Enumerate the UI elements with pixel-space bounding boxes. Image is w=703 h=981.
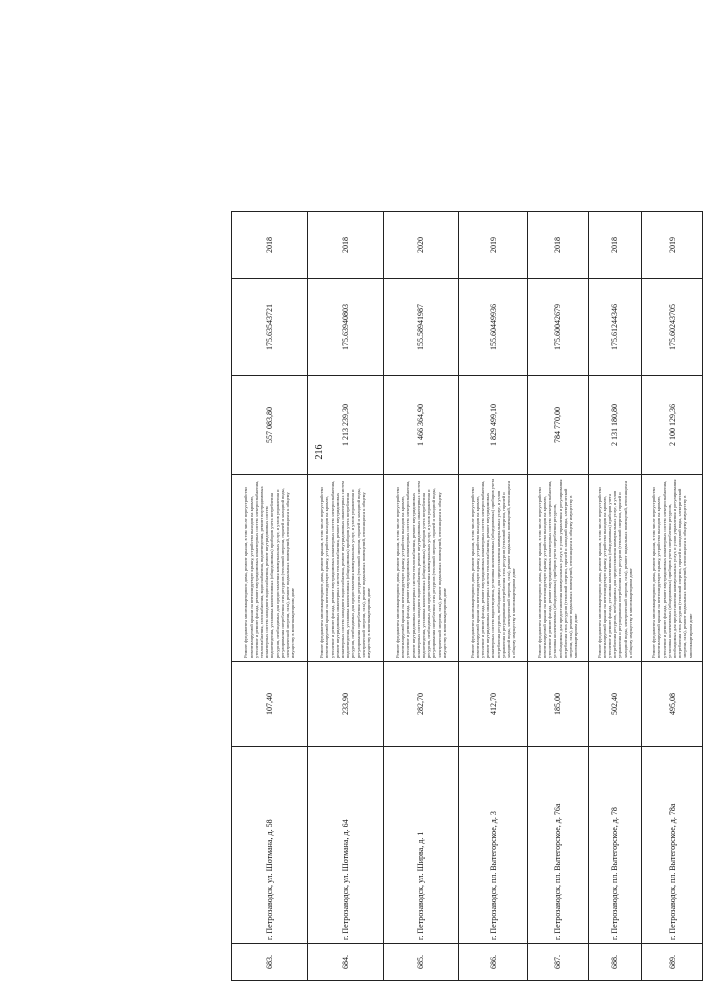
table-row [459, 212, 527, 981]
table-body [232, 212, 703, 981]
row-number-cell: 689. [642, 944, 703, 981]
area-cell: 412,70 [459, 662, 527, 747]
works-cell [232, 475, 308, 662]
area-cell: 495,08 [642, 662, 703, 747]
year-cell: 2019 [459, 212, 527, 279]
cost-cell: 1 213 239,30 [307, 376, 383, 475]
works-cell [459, 475, 527, 662]
object-id-cell: 175.60042679 [527, 279, 588, 376]
year-cell: 2018 [307, 212, 383, 279]
works-cell [383, 475, 459, 662]
works-cell [642, 475, 703, 662]
works-cell [307, 475, 383, 662]
works-description: Ремонт фундамента многоквартирного дома, ремонт крыши, в том числе переустройство невентилируемой крыши на вентилируемую крышу, устройство выходов на кровлю, утепление и ремонт фасада, ремонт внутридомовых инженерных систем электроснабжения, ремонт внутридомовых инженерных систем теплоснабжения, ремонт внутридомовых инженерных систем холодного водоснабжения, ремонт внутридомовых инженерных систем водоотведения, установка коллективных (общедомовых) приборов учета потребления ресурсов, необходимых для предоставления коммунальных услуг, и узлов управления и регулирования потребления этих ресурсов (тепловой энергии, горячей и холодной воды, электрической энергии, газа), ремонт подвальных помещений, относящихся к общему имуществу в многоквартирном доме [394, 480, 447, 658]
table-row [642, 212, 703, 981]
address-cell: г. Петрозаводск, пл. Вытегорское, д. 78 [588, 747, 641, 944]
area-cell: 502,40 [588, 662, 641, 747]
object-id-cell: 155.60449936 [459, 279, 527, 376]
cost-cell: 784 770,00 [527, 376, 588, 475]
address-cell: г. Петрозаводск, ул. Шотмана, д. 64 [307, 747, 383, 944]
row-number-cell: 684. [307, 944, 383, 981]
table-row [383, 212, 459, 981]
area-cell: 185,00 [527, 662, 588, 747]
table-row [588, 212, 641, 981]
row-number-cell: 688. [588, 944, 641, 981]
address-cell: г. Петрозаводск, пл. Вытегорское, д. 76а [527, 747, 588, 944]
year-cell: 2020 [383, 212, 459, 279]
cost-cell: 2 100 129,36 [642, 376, 703, 475]
cost-cell: 1 829 499,10 [459, 376, 527, 475]
area-cell: 282,70 [383, 662, 459, 747]
works-description: Ремонт фундамента многоквартирного дома, ремонт крыши, в том числе переустройство невентилируемой крыши на вентилируемую крышу, устройство выходов на кровлю, утепление и ремонт фасада, ремонт внутридомовых инженерных систем электроснабжения, установка коллективных (общедомовых) приборов учета потребления ресурсов, необходимых для предоставления коммунальных услуг, и узлов управления и регулирования потребления этих ресурсов (тепловой энергии, горячей и холодной воды, электрической энергии, газа), ремонт подвальных помещений, относящихся к общему имуществу в многоквартирном доме [536, 479, 579, 658]
object-id-cell: 155.58941987 [383, 279, 459, 376]
address-cell: г. Петрозаводск, пл. Вытегорское, д. 78а [642, 747, 703, 944]
works-description: Ремонт фундамента многоквартирного дома, ремонт крыши, в том числе переустройство невентилируемой крыши на вентилируемую крышу, устройство выходов на кровлю, утепление и ремонт фасада, ремонт внутридомовых инженерных систем электроснабжения, ремонт внутридомовых инженерных систем теплоснабжения, ремонт внутридомовых инженерных систем холодного водоснабжения, ремонт внутридомовых инженерных систем водоотведения, установка коллективных (общедомовых) приборов учета потребления ресурсов, необходимых для предоставления коммунальных услуг, и узлов управления и регулирования потребления этих ресурсов (тепловой энергии, горячей и холодной воды, электрической энергии, газа), ремонт подвальных помещений, относящихся к общему имуществу в многоквартирном доме [319, 480, 371, 658]
capital-repair-table [231, 211, 703, 981]
address-cell: г. Петрозаводск, пл. Вытегорское, д. 3 [459, 747, 527, 944]
address-cell: г. Петрозаводск, ул. Шотмана, д. 58 [232, 747, 308, 944]
object-id-cell: 175.63543721 [232, 279, 308, 376]
works-description: Ремонт фундамента многоквартирного дома, ремонт крыши, в том числе переустройство невентилируемой крыши на вентилируемую крышу, устройство выходов на кровлю, утепление и ремонт фасада, ремонт внутридомовых инженерных систем электроснабжения, теплоснабжения, газоснабжения, водоснабжения, водоотведения, ремонт внутридомовых инженерных систем холодного водоснабжения, ремонт внутридомовых систем водоотведения, установка коллективных (общедомовых) приборов учета потребления ресурсов, необходимых для предоставления коммунальных услуг, и узлов управления и регулирования потребления этих ресурсов (тепловой энергии, горячей и холодной воды, электрической энергии, газа), ремонт подвальных помещений, относящихся к общему имуществу в многоквартирном доме [243, 480, 296, 658]
page-number: 216 [314, 444, 325, 460]
table-row [307, 212, 383, 981]
works-cell [588, 475, 641, 662]
row-number-cell: 685. [383, 944, 459, 981]
address-cell: г. Петрозаводск, ул. Ширва, д. 1 [383, 747, 459, 944]
object-id-cell: 175.61244346 [588, 279, 641, 376]
cost-cell: 1 466 364,90 [383, 376, 459, 475]
works-cell [527, 475, 588, 662]
table-row [527, 212, 588, 981]
area-cell: 107,40 [232, 662, 308, 747]
year-cell: 2018 [527, 212, 588, 279]
rotated-table-sheet [231, 211, 703, 981]
object-id-cell: 175.63940803 [307, 279, 383, 376]
cost-cell: 557 083,80 [232, 376, 308, 475]
works-description: Ремонт фундамента многоквартирного дома, ремонт крыши, в том числе переустройство невентилируемой крыши на вентилируемую крышу, устройство выходов на кровлю, утепление и ремонт фасада, ремонт внутридомовых инженерных систем электроснабжения, ремонт внутридомовых инженерных систем теплоснабжения, ремонт внутридомовых инженерных систем водоотведения, установка коллективных (общедомовых) приборов учета потребления ресурсов, необходимых для предоставления коммунальных услуг, и узлов управления и регулирования потребления этих ресурсов (тепловой энергии, горячей и холодной воды, электрической энергии, газа), ремонт подвальных помещений, относящихся к общему имуществу в многоквартирном доме [469, 478, 517, 658]
cost-cell: 2 131 180,80 [588, 376, 641, 475]
row-number-cell: 687. [527, 944, 588, 981]
row-number-cell: 686. [459, 944, 527, 981]
works-description: Ремонт фундамента многоквартирного дома, ремонт крыши, в том числе переустройство невентилируемой крыши на вентилируемую крышу, устройство выходов на кровлю, утепление и ремонт фасада, установка коллективных (общедомовых) приборов учета потребления ресурсов, необходимых для предоставления коммунальных услуг, и узлов управления и регулирования потребления этих ресурсов (тепловой энергии, горячей и холодной воды, электрической энергии, газа), ремонт подвальных помещений, относящихся к общему имуществу в многоквартирном доме [596, 480, 633, 658]
table-row [232, 212, 308, 981]
year-cell: 2019 [642, 212, 703, 279]
area-cell: 233,90 [307, 662, 383, 747]
object-id-cell: 175.60243705 [642, 279, 703, 376]
works-description: Ремонт фундамента многоквартирного дома, ремонт крыши, в том числе переустройство невентилируемой крыши на вентилируемую крышу, устройство выходов на кровлю, утепление и ремонт фасада, ремонт внутридомовых инженерных систем электроснабжения, установка коллективных (общедомовых) приборов учета потребления ресурсов, необходимых для предоставления коммунальных услуг, и узлов управления и регулирования потребления этих ресурсов (тепловой энергии, горячей и холодной воды, электрической энергии, газа), ремонт подвальных помещений, относящихся к общему имуществу в многоквартирном доме [651, 479, 693, 658]
year-cell: 2018 [588, 212, 641, 279]
row-number-cell: 683. [232, 944, 308, 981]
year-cell: 2018 [232, 212, 308, 279]
